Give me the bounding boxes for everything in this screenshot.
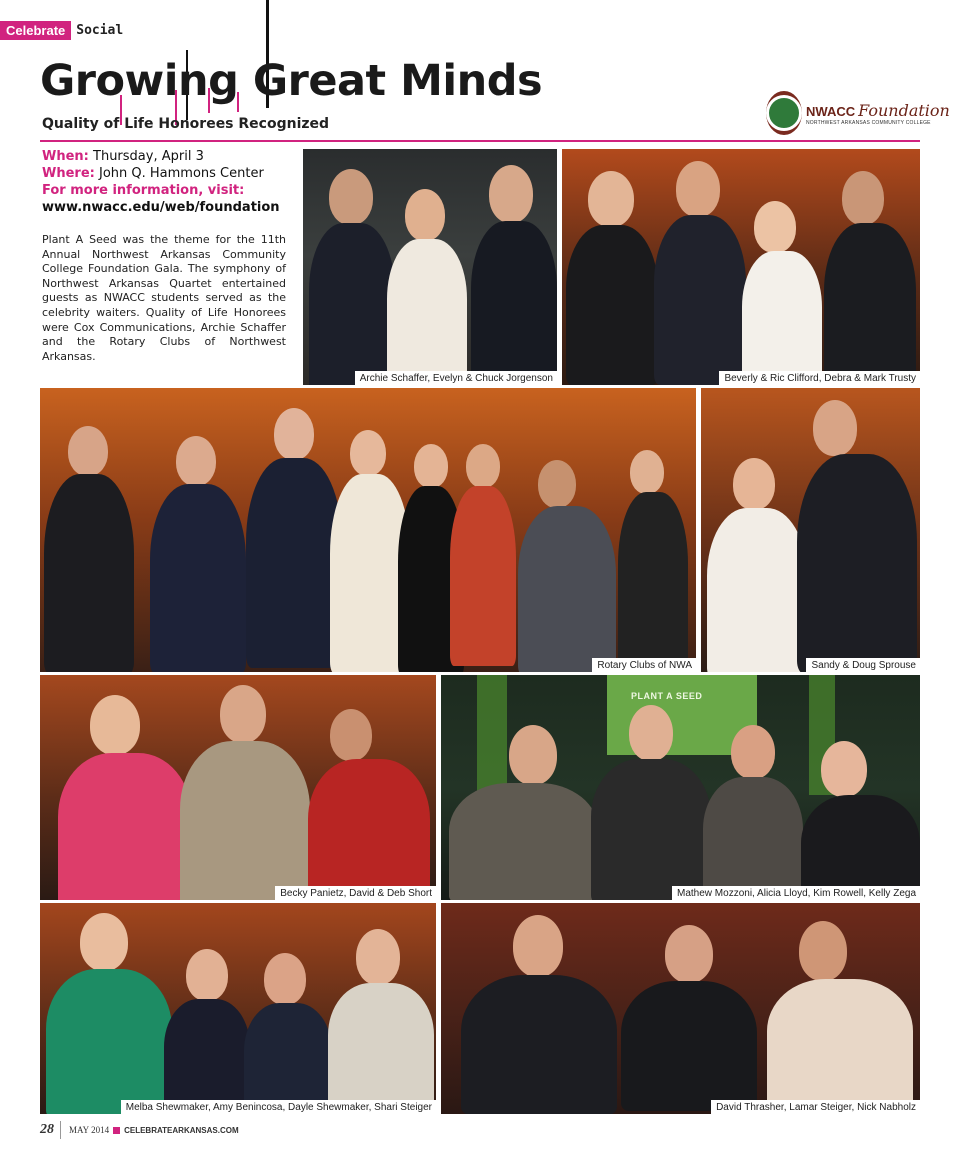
logo-word: Foundation [858,100,950,120]
tree-seal-icon [766,91,802,135]
logo-short-name: NWACC [806,103,856,119]
event-photo [701,388,920,672]
when-value: Thursday, April 3 [93,149,204,164]
info-url[interactable]: www.nwacc.edu/web/foundation [42,200,280,215]
section-tab [0,20,123,40]
nwacc-foundation-logo [766,88,950,138]
photo-caption: Rotary Clubs of NWA [592,658,696,672]
page-footer [40,1120,239,1140]
photo-caption: Mathew Mozzoni, Alicia Lloyd, Kim Rowell, Kelly Zega [672,886,920,900]
event-info [42,148,286,216]
when-label: When: [42,149,89,164]
stage-light [477,675,507,795]
event-photo [303,149,557,385]
photo-caption: Becky Panietz, David & Deb Short [275,886,436,900]
photo-caption: David Thrasher, Lamar Steiger, Nick Nabholz [711,1100,920,1114]
header-rule [40,140,920,142]
event-photo [40,675,436,900]
info-label: For more information, visit: [42,183,245,198]
page-number: 28 [40,1122,54,1137]
photo-caption: Sandy & Doug Sprouse [806,658,920,672]
event-photo [562,149,920,385]
photo-caption: Melba Shewmaker, Amy Benincosa, Dayle Shewmaker, Shari Steiger [121,1100,436,1114]
event-photo [40,903,436,1114]
photo-caption: Beverly & Ric Clifford, Debra & Mark Trusty [719,371,920,385]
event-photo [441,675,920,900]
where-label: Where: [42,166,95,181]
event-photo [40,388,696,672]
photo-caption: Archie Schaffer, Evelyn & Chuck Jorgenson [355,371,557,385]
logo-tagline: NORTHWEST ARKANSAS COMMUNITY COLLEGE [806,119,931,126]
event-photo [441,903,920,1114]
section-tag: Celebrate [0,21,71,40]
where-value: John Q. Hammons Center [98,166,264,181]
page-subtitle: Quality of Life Honorees Recognized [42,116,330,132]
page-title: Growing Great Minds [40,56,543,106]
footer-bullet-icon [113,1127,120,1134]
issue-month: MAY 2014 [69,1125,110,1135]
section-name: Social [76,22,124,38]
stage-sign: PLANT A SEED [631,691,703,701]
footer-site[interactable]: CELEBRATEARKANSAS.COM [124,1125,239,1135]
footer-divider [60,1121,61,1139]
event-description: Plant A Seed was the theme for the 11th Annual Northwest Arkansas Community College Foundation Gala. The symphony of Northwest Arkansas Quartet entertained guests as NWACC students served as the celebrity waiters. Quality of Life Honorees were Cox Communications, Archie Schaffer and the Rotary Clubs of Northwest Arkansas. [42,233,286,363]
